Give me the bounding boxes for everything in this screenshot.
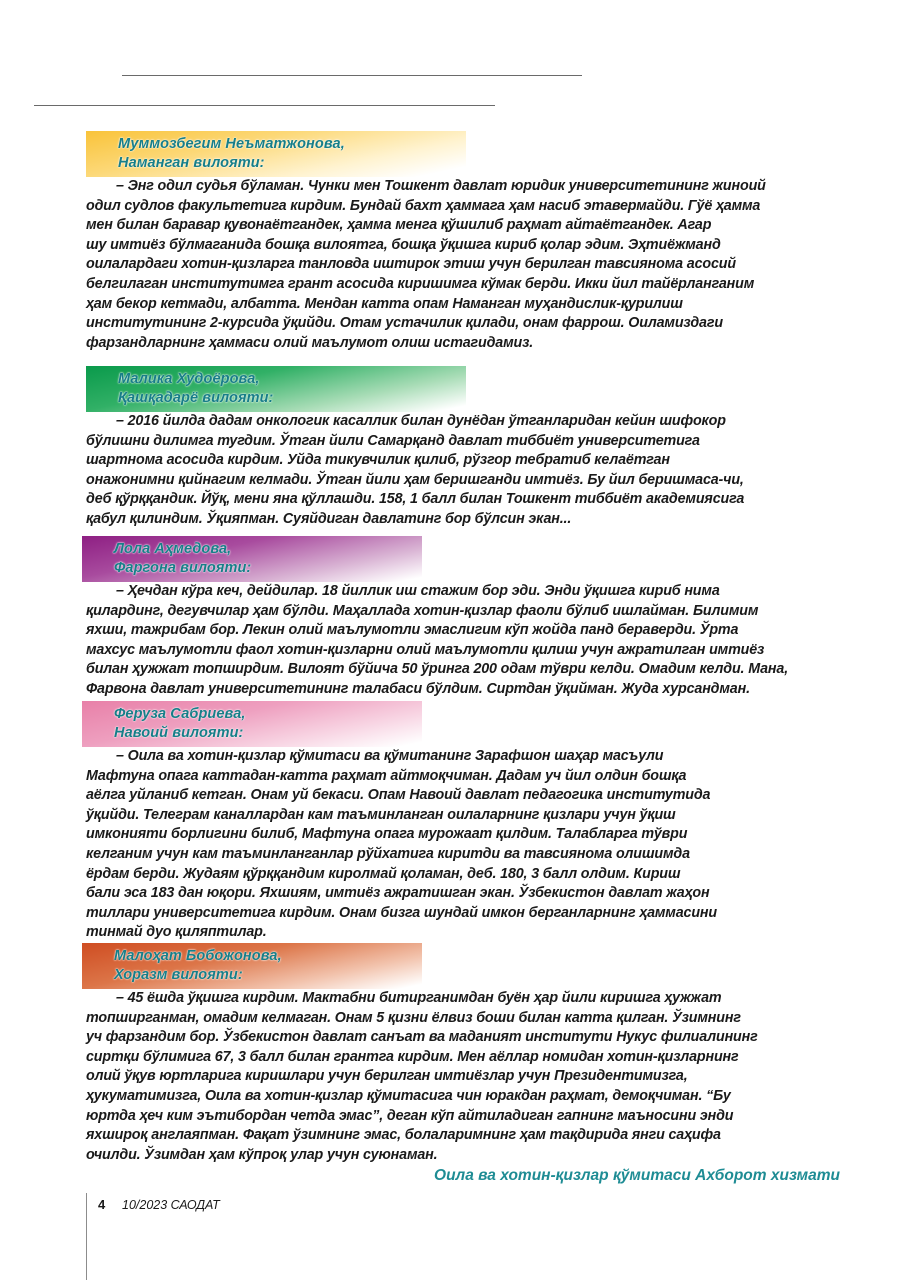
person-name: Малоҳат Бобожонова,: [114, 948, 282, 964]
text-line: қабул қилиндим. Ўқияпман. Суяйдиган давлатинг бор бўлсин экан...: [86, 510, 572, 527]
text-line: институтининг 2-курсида ўқийди. Отам устачилик қилади, онам фаррош. Оиламиздаги: [86, 315, 723, 332]
text-line: имконияти борлигини билиб, Мафтуна опага мурожаат қилдим. Талабларга тўври: [86, 826, 688, 843]
text-line: – 2016 йилда дадам онкологик касаллик билан дунёдан ўтганларидан кейин шифокор: [116, 413, 726, 429]
text-line: оилалардаги хотин-қизларга танловда иштирок этиш учун берилган тавсиянома асосий: [86, 256, 736, 273]
text-line: бали эса 183 дан юқори. Яхшиям, имтиёз ажратишган экан. Ўзбекистон давлат жаҳон: [86, 885, 710, 902]
person-name: Малика Худоёрова,: [118, 371, 260, 387]
text-line: ҳам бекор кетмади, албатта. Мендан катта опам Наманган муҳандислик-қурилиш: [86, 295, 683, 312]
text-line: деб қўрққандик. Йўқ, мени яна қўллашди. 158, 1 балл билан Тошкент тиббиёт академиясига: [86, 491, 745, 508]
testimonial-section-5: [86, 943, 846, 1165]
testimonial-text: [86, 582, 846, 700]
top-divider-line: [122, 75, 582, 76]
testimonial-section-1: [86, 131, 846, 353]
text-line: шартнома асосида кирдим. Уйда тикувчилик қилиб, рўзгор тебратиб келаётган: [86, 452, 670, 469]
text-line: билан ҳужжат топширдим. Вилоят бўйича 50 ўринга 200 одам тўври келди. Омадим келди. Мана,: [86, 661, 789, 678]
text-line: топширганман, омадим келмаган. Онам 5 қизни ёлвиз боши билан катта қилган. Ўзимнинг: [86, 1009, 741, 1026]
source-credit: Оила ва хотин-қизлар қўмитаси Ахборот хизмати: [434, 1167, 840, 1184]
text-line: қилардинг, дегувчилар ҳам бўлди. Маҳаллада хотин-қизлар фаоли бўлиб ишлайман. Билимим: [86, 602, 759, 619]
testimonial-banner: [86, 366, 466, 412]
text-line: – Оила ва хотин-қизлар қўмитаси ва қўмитанинг Зарафшон шаҳар масъули: [116, 748, 664, 764]
text-line: – 45 ёшда ўқишга кирдим. Мактабни битирганимдан буён ҳар йили киришга ҳужжат: [116, 990, 722, 1006]
testimonial-text: [86, 412, 846, 530]
text-line: бўлишни дилимга тугдим. Ўтган йили Самарқанд давлат тиббиёт университетига: [86, 432, 700, 449]
testimonial-section-2: [86, 366, 846, 530]
person-name: Лола Аҳмедова,: [114, 541, 232, 557]
text-line: одил судлов факультетига кирдим. Бундай бахт ҳаммага ҳам насиб этавермайди. Гўё ҳамма: [86, 197, 761, 214]
text-line: – Энг одил судья бўламан. Чунки мен Тошкент давлат юридик университетининг жиноий: [116, 178, 766, 194]
footer-vertical-line: [86, 1193, 87, 1280]
testimonial-text: [86, 989, 846, 1165]
testimonial-banner: [86, 131, 466, 177]
text-line: юртда ҳеч ким эътибордан четда эмас”, деган кўп айтиладиган гапнинг маъносини энди: [86, 1107, 734, 1124]
text-line: яхшироқ англаяпман. Фақат ўзимнинг эмас, болаларимнинг ҳам тақдирида янги саҳифа: [86, 1127, 721, 1144]
person-region: Навоий вилояти:: [114, 725, 244, 741]
text-line: уч фарзандим бор. Ўзбекистон давлат санъат ва маданият институти Нукус филиалининг: [86, 1029, 758, 1046]
testimonial-section-4: [86, 701, 846, 943]
person-region: Қашқадарё вилояти:: [118, 390, 274, 406]
text-line: ҳукуматимизга, Оила ва хотин-қизлар қўмитасига чин юракдан раҳмат, демоқчиман. “Бу: [86, 1087, 731, 1104]
testimonial-section-3: [86, 536, 846, 700]
text-line: мен билан баравар қувонаётгандек, ҳамма менга қўшилиб раҳмат айтаётгандек. Агар: [86, 217, 712, 234]
text-line: махсус маълумотли фаол хотин-қизларни олий маълумотли қилиш учун ажратилган имтиёз: [86, 641, 765, 658]
text-line: яхши, тажрибам бор. Лекин олий маълумотли эмаслигим кўп жойда панд бераверди. Ўрта: [86, 622, 739, 639]
person-region: Фаргона вилояти:: [114, 560, 252, 576]
testimonial-text: [86, 177, 846, 353]
person-name: Феруза Сабриева,: [114, 706, 246, 722]
text-line: белгилаган институтимга грант асосида киришимга кўмак берди. Икки йил тайёрланганим: [86, 275, 755, 292]
text-line: шу имтиёз бўлмаганида бошқа вилоятга, бошқа ўқишга кириб қолар эдим. Эҳтиёжманд: [86, 236, 721, 253]
second-divider-line: [34, 105, 495, 106]
text-line: тиллари университетига кирдим. Онам бизга шундай имкон берганларнинг ҳаммасини: [86, 904, 717, 921]
testimonial-banner: [82, 943, 422, 989]
text-line: онажонимни қийнагим келмади. Ўтган йили ҳам беришганди имтиёз. Бу йил беришмаса-чи,: [86, 471, 744, 488]
text-line: сиртқи бўлимига 67, 3 балл билан грантга кирдим. Мен аёллар номидан хотин-қизларнинг: [86, 1048, 739, 1065]
testimonial-text: [86, 747, 846, 943]
text-line: очилди. Ўзимдан ҳам кўпроқ улар учун суюнаман.: [86, 1146, 438, 1163]
text-line: олий ўқув юртларига киришлари учун берилган имтиёзлар учун Президентимизга,: [86, 1068, 688, 1085]
person-region: Хоразм вилояти:: [114, 967, 243, 983]
page-number: 4: [98, 1197, 106, 1212]
person-region: Наманган вилояти:: [118, 155, 265, 171]
text-line: Фарвона давлат университетининг талабаси бўлдим. Сиртдан ўқийман. Жуда хурсандман.: [86, 680, 750, 697]
text-line: аёлга уйланиб кетган. Онам уй бекаси. Опам Навоий давлат педагогика институтида: [86, 787, 711, 804]
text-line: фарзандларнинг ҳаммаси олий маълумот олиш истагидамиз.: [86, 334, 534, 351]
text-line: тинмай дуо қиляптилар.: [86, 924, 267, 941]
person-name: Муммозбегим Неъматжонова,: [118, 136, 345, 152]
testimonial-banner: [82, 536, 422, 582]
text-line: ёрдам берди. Жудаям қўрққандим киролмай қоламан, деб. 180, 3 балл олдим. Кириш: [86, 865, 681, 882]
text-line: келганим учун кам таъминланганлар рўйхатига киритди ва тавсиянома олишимда: [86, 845, 690, 862]
text-line: ўқийди. Телеграм каналлардан кам таъминланган оилаларнинг қизлари учун ўқиш: [86, 806, 676, 823]
testimonial-banner: [82, 701, 422, 747]
text-line: Мафтуна опага каттадан-катта раҳмат айтмоқчиман. Дадам уч йил олдин бошқа: [86, 767, 687, 784]
magazine-issue: 10/2023 САОДАТ: [122, 1198, 220, 1212]
text-line: – Ҳечдан кўра кеч, дейдилар. 18 йиллик иш стажим бор эди. Энди ўқишга кириб нима: [116, 583, 720, 599]
